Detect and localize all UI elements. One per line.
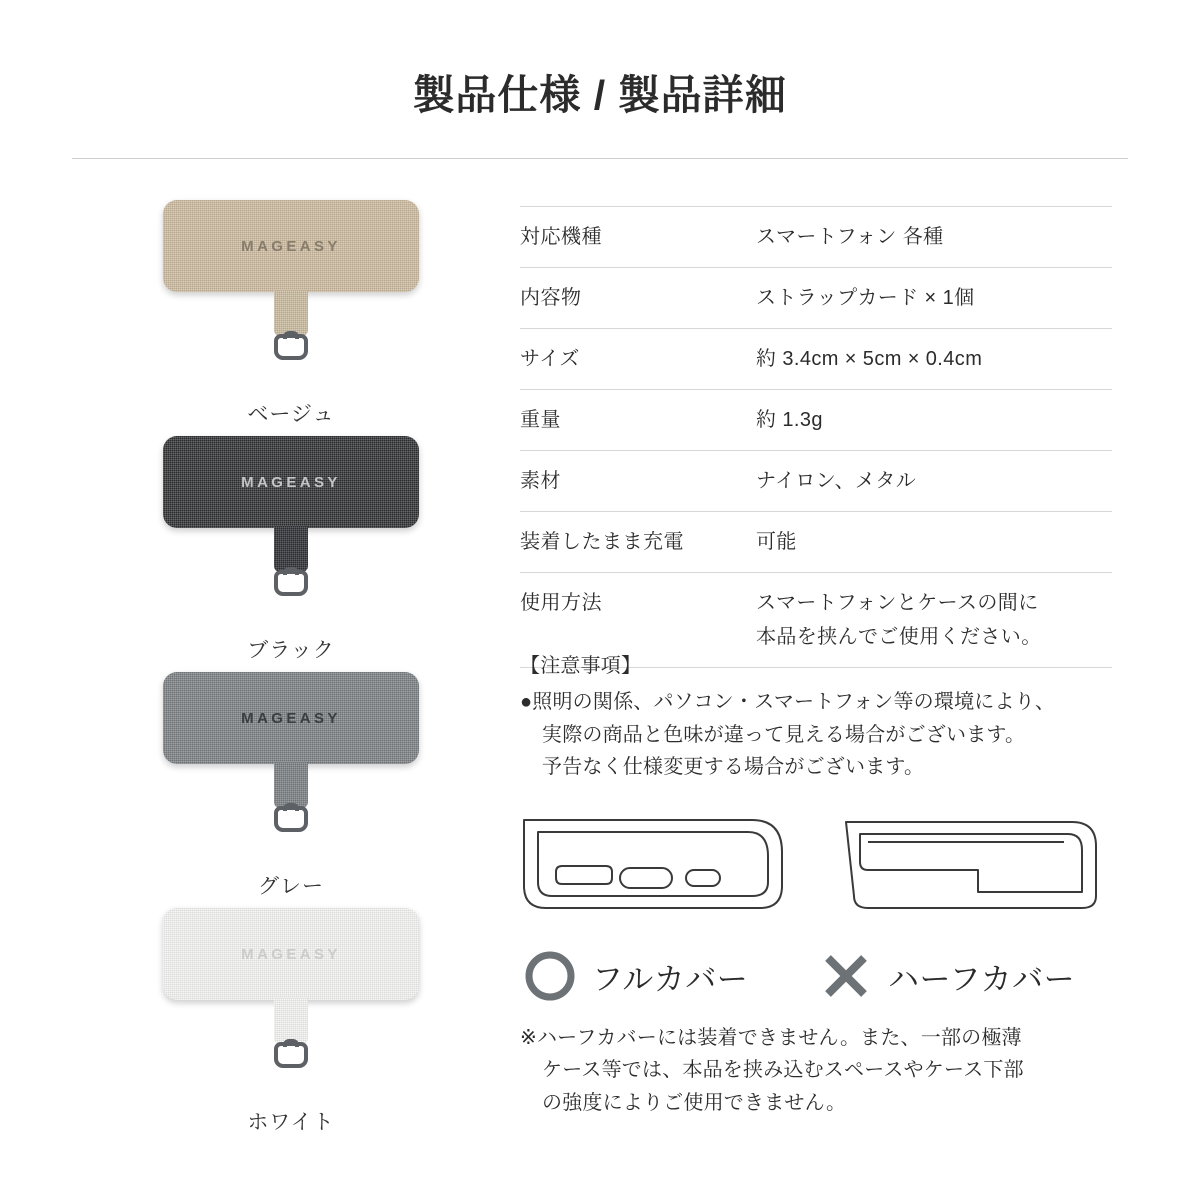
spec-key: 対応機種: [520, 226, 602, 248]
spec-key: 使用方法: [520, 592, 602, 614]
spec-value: [756, 512, 1112, 573]
legend-half-cover: [820, 950, 1075, 1002]
cover-diagrams: [516, 812, 1116, 942]
caution-notes: [520, 650, 1120, 784]
list-item: [96, 672, 486, 900]
metal-ring-icon: [274, 334, 308, 360]
title-divider: [72, 158, 1128, 159]
phone-half-cover-illustration: [846, 822, 1096, 908]
list-item: [96, 908, 486, 1136]
caution-line: 予告なく仕様変更する場合がございます。: [542, 756, 925, 779]
metal-ring-icon: [274, 1042, 308, 1068]
spec-value: [756, 207, 1112, 268]
spec-value-line: 可能: [756, 531, 797, 553]
cover-legend: [524, 950, 1124, 1002]
spec-value-line: スマートフォンとケースの間に: [756, 592, 1039, 614]
list-item: [96, 200, 486, 428]
strap-card-body: [163, 672, 419, 764]
brand-logo-text: MAGEASY: [241, 237, 341, 255]
brand-logo-text: MAGEASY: [241, 945, 341, 963]
table-row: [520, 268, 1112, 329]
metal-ring-icon: [274, 570, 308, 596]
footnote: [520, 1022, 1120, 1119]
spec-value-line: ナイロン、メタル: [756, 470, 917, 492]
legend-full-cover: [524, 950, 820, 1002]
spec-key: サイズ: [520, 348, 580, 370]
spec-value: [756, 451, 1112, 512]
footnote-line: の強度によりご使用できません。: [542, 1091, 847, 1114]
spec-key: 装着したまま充電: [520, 531, 684, 553]
spec-value-line: スマートフォン 各種: [756, 226, 944, 248]
circle-icon: [524, 950, 576, 1002]
strap-card-tab: [274, 290, 308, 336]
spec-value-line: ストラップカード × 1個: [756, 287, 975, 309]
spec-value: [756, 329, 1112, 390]
spec-value-line: 約 3.4cm × 5cm × 0.4cm: [756, 348, 983, 370]
metal-ring-icon: [274, 806, 308, 832]
strap-card-tab: [274, 762, 308, 808]
table-row: [520, 390, 1112, 451]
swatch-label: ベージュ: [247, 403, 335, 426]
swatch-label: ホワイト: [247, 1111, 335, 1134]
table-row: [520, 329, 1112, 390]
table-row: [520, 512, 1112, 573]
strap-card-body: [163, 436, 419, 528]
footnote-line: ※ハーフカバーには装着できません。また、一部の極薄: [520, 1027, 1022, 1049]
swatch-label: グレー: [258, 875, 324, 898]
table-row: [520, 207, 1112, 268]
caution-heading: 【注意事項】: [520, 655, 642, 677]
footnote-line: ケース等では、本品を挟み込むスペースやケース下部: [542, 1059, 1024, 1082]
strap-card-body: [163, 908, 419, 1000]
spec-value-line: 本品を挟んでご使用ください。: [756, 626, 1042, 648]
strap-card-body: [163, 200, 419, 292]
color-swatch-list: [96, 200, 486, 1144]
spec-value: [756, 268, 1112, 329]
strap-card-black: [163, 436, 419, 596]
legend-label: ハーフカバー: [888, 961, 1076, 997]
phone-full-cover-illustration: [524, 820, 782, 908]
brand-logo-text: MAGEASY: [241, 709, 341, 727]
strap-card-tab: [274, 526, 308, 572]
spec-table: [520, 206, 1112, 668]
cross-icon: [820, 950, 872, 1002]
strap-card-white: [163, 908, 419, 1068]
spec-key: 素材: [520, 470, 561, 492]
strap-card-tab: [274, 998, 308, 1044]
caution-line: 実際の商品と色味が違って見える場合がございます。: [542, 723, 1026, 746]
legend-label: フルカバー: [592, 961, 749, 997]
spec-value: [756, 390, 1112, 451]
table-row: [520, 451, 1112, 512]
spec-key: 内容物: [520, 287, 582, 309]
strap-card-beige: [163, 200, 419, 360]
list-item: [96, 436, 486, 664]
caution-line: ●照明の関係、パソコン・スマートフォン等の環境により、: [520, 691, 1056, 714]
brand-logo-text: MAGEASY: [241, 473, 341, 491]
spec-key: 重量: [520, 409, 561, 431]
swatch-label: ブラック: [247, 639, 335, 662]
cover-illustrations-svg: [516, 812, 1116, 942]
strap-card-gray: [163, 672, 419, 832]
page-title: 製品仕様 / 製品詳細: [413, 72, 787, 118]
spec-value-line: 約 1.3g: [756, 409, 823, 431]
